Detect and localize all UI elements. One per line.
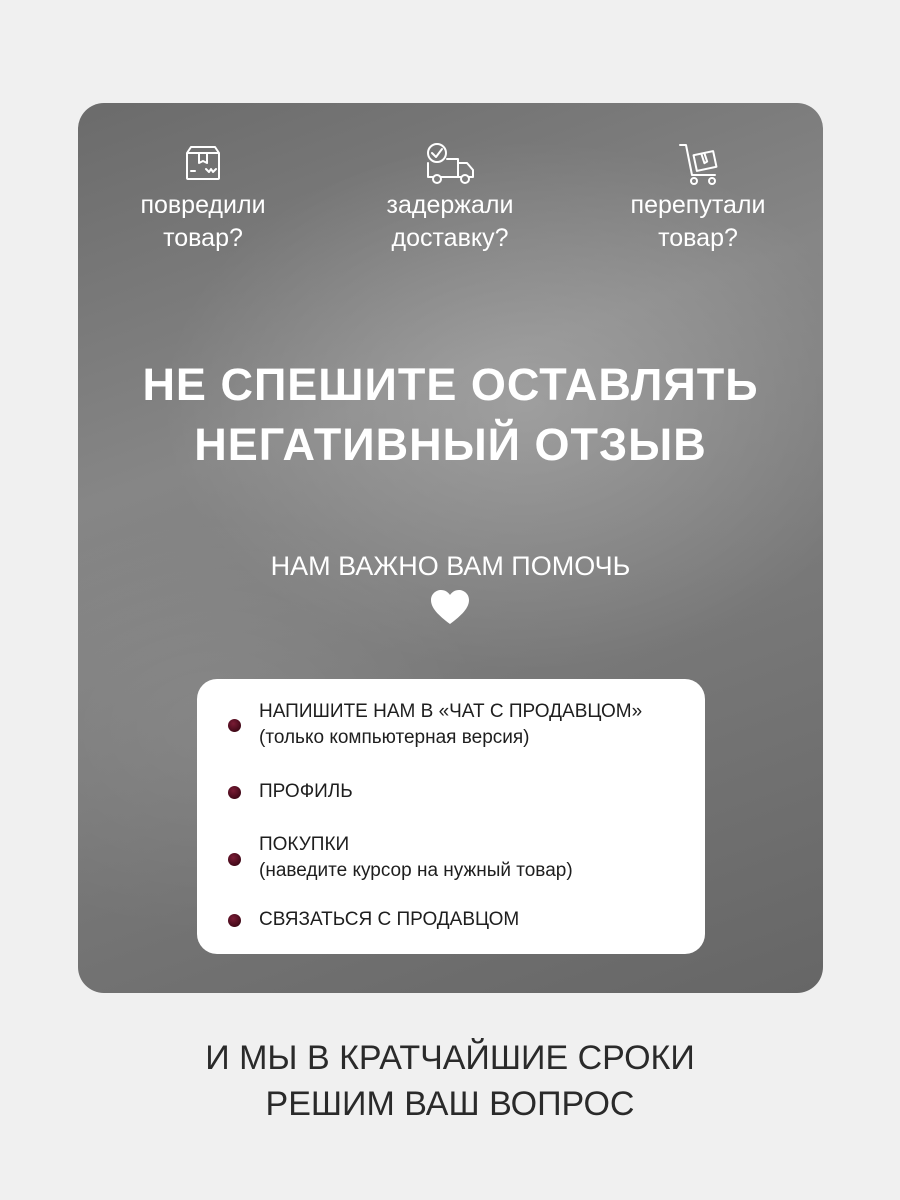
step-bullet [228, 786, 241, 799]
step-item [259, 779, 699, 805]
step-bullet [228, 853, 241, 866]
feature-damaged-text: повредили товар? [140, 191, 266, 252]
footer-message: И МЫ В КРАТЧАЙШИЕ СРОКИ РЕШИМ ВАШ ВОПРОС [205, 1039, 695, 1123]
feature-delayed-text: задержали доставку? [386, 191, 514, 252]
steps-panel [197, 679, 705, 954]
headline: НЕ СПЕШИТЕ ОСТАВЛЯТЬ НЕГАТИВНЫЙ ОТЗЫВ [142, 359, 759, 470]
feature-mixed-up [578, 141, 818, 255]
step-title: ПОКУПКИ [259, 834, 350, 855]
problem-features [78, 141, 823, 271]
step-item [259, 907, 699, 933]
info-card [78, 103, 823, 993]
heart-icon [430, 589, 470, 625]
step-title: НАПИШИТЕ НАМ В «ЧАТ С ПРОДАВЦОМ» [259, 701, 643, 722]
step-title: ПРОФИЛЬ [259, 781, 353, 802]
step-bullet [228, 914, 241, 927]
subheadline: НАМ ВАЖНО ВАМ ПОМОЧЬ [270, 551, 631, 581]
step-item [259, 699, 699, 751]
feature-damaged [83, 141, 323, 255]
step-item [259, 832, 699, 884]
step-bullet [228, 719, 241, 732]
feature-delayed [330, 141, 570, 255]
feature-mixed-up-text: перепутали товар? [630, 191, 766, 252]
step-subtitle: (наведите курсор на нужный товар) [259, 860, 573, 881]
cart-box-icon [675, 141, 721, 187]
step-subtitle: (только компьютерная версия) [259, 727, 530, 748]
step-title: СВЯЗАТЬСЯ С ПРОДАВЦОМ [259, 909, 520, 930]
delivery-truck-icon [422, 141, 478, 187]
damaged-box-icon [180, 141, 226, 187]
